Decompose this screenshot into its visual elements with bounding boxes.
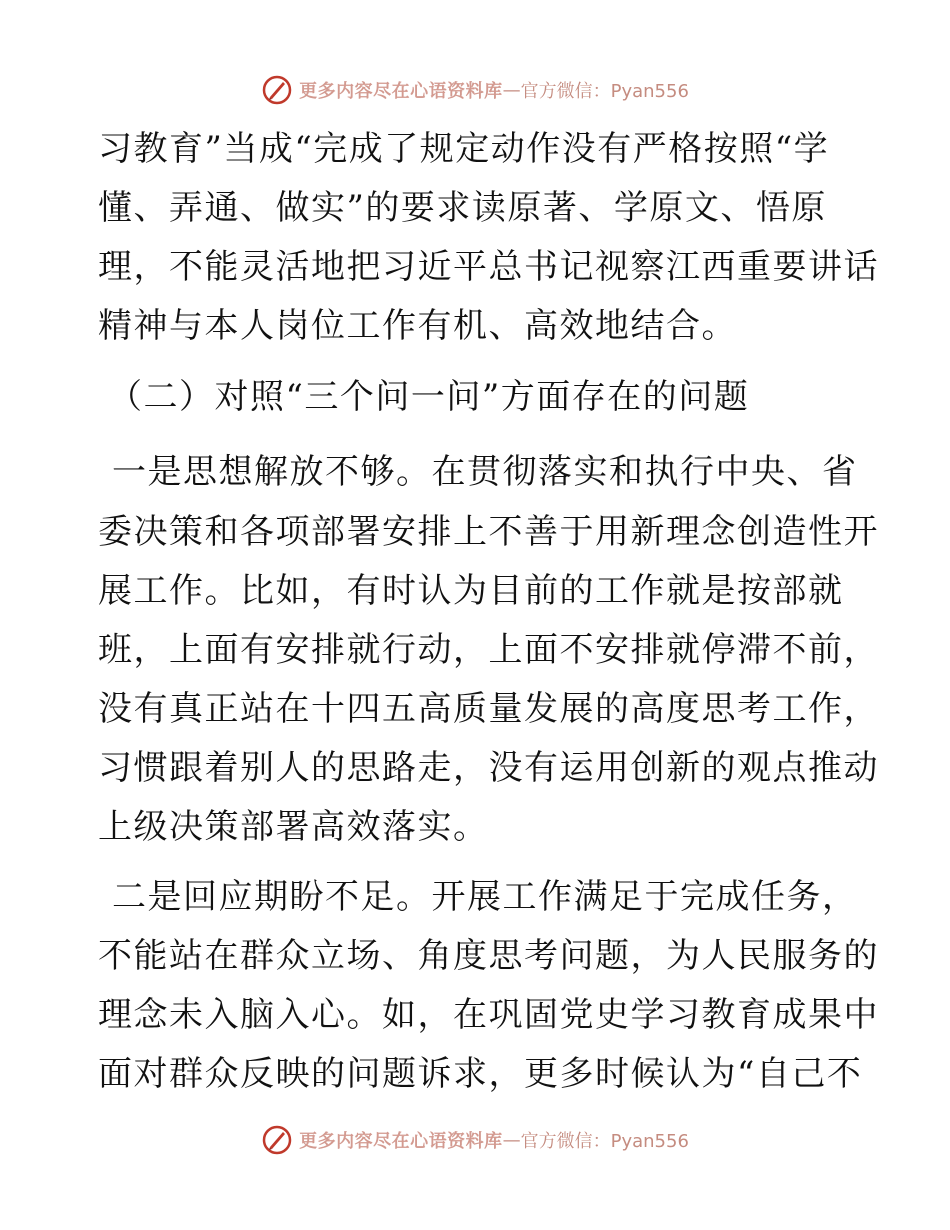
- banner-wechat: 官方微信：Pyan556: [520, 1131, 689, 1152]
- banner-title: 更多内容尽在心语资料库: [299, 81, 503, 102]
- banner-wechat: 官方微信：Pyan556: [520, 81, 689, 102]
- text-line: 不能站在群众立场、角度思考问题，为人民服务的: [98, 936, 879, 976]
- text-line: 面对群众反映的问题诉求，更多时候认为“自己不: [98, 1054, 863, 1094]
- text-line: 精神与本人岗位工作有机、高效地结合。: [98, 306, 737, 346]
- text-line: 习教育”当成“完成了规定动作没有严格按照“学: [98, 129, 830, 169]
- text-line: 上级决策部署高效落实。: [98, 807, 489, 847]
- header-banner: [0, 70, 950, 110]
- footer-banner: [0, 1120, 950, 1160]
- quill-pen-logo-icon: [261, 1124, 293, 1156]
- text-line: 理念未入脑入心。如，在巩固党史学习教育成果中: [98, 995, 879, 1035]
- section-heading: （二）对照“三个问一问”方面存在的问题: [108, 377, 750, 417]
- banner-separator: —: [502, 1129, 521, 1151]
- text-line: 没有真正站在十四五高质量发展的高度思考工作，: [98, 689, 879, 729]
- text-line: 习惯跟着别人的思路走，没有运用创新的观点推动: [98, 748, 879, 788]
- banner-title: 更多内容尽在心语资料库: [299, 1131, 503, 1152]
- text-line: 一是思想解放不够。在贯彻落实和执行中央、省: [112, 452, 858, 492]
- quill-pen-logo-icon: [261, 74, 293, 106]
- text-line: 展工作。比如，有时认为目前的工作就是按部就: [98, 571, 844, 611]
- text-line: 懂、弄通、做实”的要求读原著、学原文、悟原: [98, 188, 827, 228]
- text-line: 理，不能灵活地把习近平总书记视察江西重要讲话: [98, 247, 879, 287]
- banner-separator: —: [502, 79, 521, 101]
- text-line: 班，上面有安排就行动，上面不安排就停滞不前，: [98, 630, 879, 670]
- text-line: 委决策和各项部署安排上不善于用新理念创造性开: [98, 512, 879, 552]
- text-line: 二是回应期盼不足。开展工作满足于完成任务，: [112, 877, 858, 917]
